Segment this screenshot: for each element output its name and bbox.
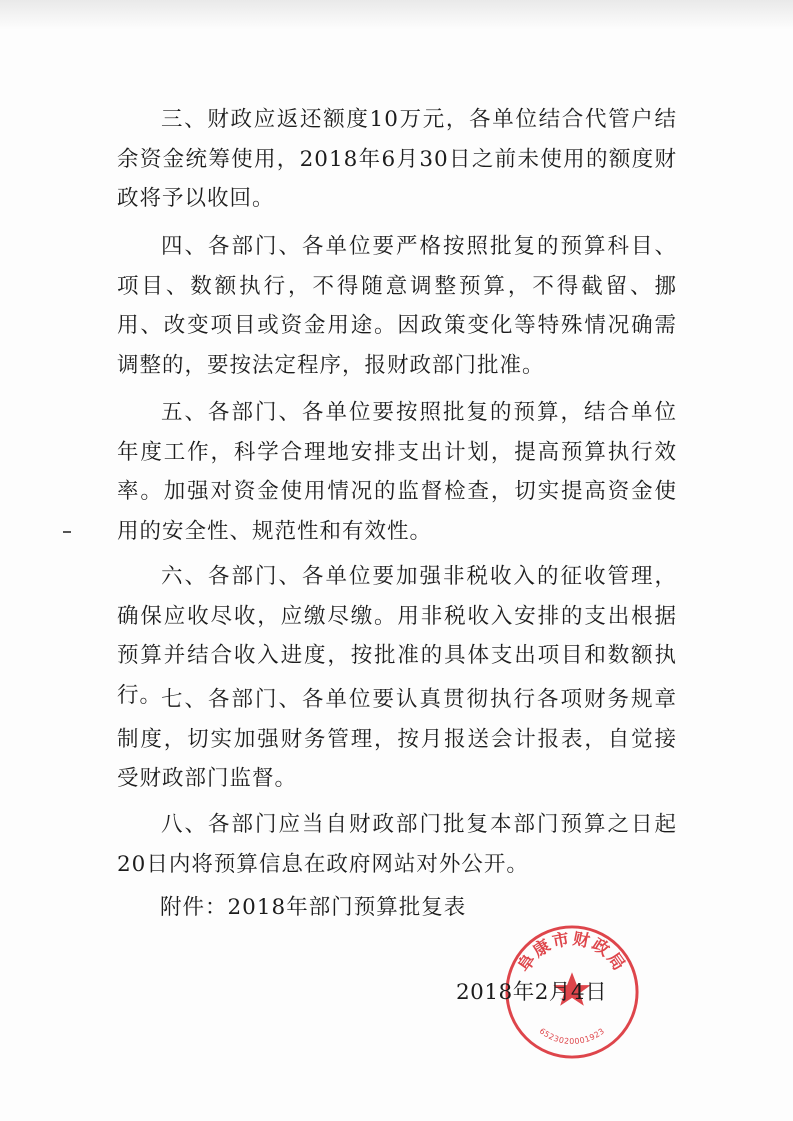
paragraph-3-returned-funds: 三、财政应返还额度10万元，各单位结合代管户结余资金统筹使用，2018年6月30日之前未使用的额度财政将予以收回。 <box>117 107 677 211</box>
paragraph-5-expenditure-plan: 五、各部门、各单位要按照批复的预算，结合单位年度工作，科学合理地安排支出计划，提高预算执行效率。加强对资金使用情况的监督检查，切实提高资金使用的安全性、规范性和有效性。 <box>117 400 677 544</box>
scan-shadow <box>0 0 793 30</box>
document-date: 2018年2月4日 <box>456 980 608 1005</box>
paragraph-8-disclosure: 八、各部门应当自财政部门批复本部门预算之日起20日内将预算信息在政府网站对外公开。 <box>117 812 677 877</box>
attachment-line: 附件：2018年部门预算批复表 <box>160 895 467 920</box>
seal-name-text: 阜康市财政局 <box>513 928 631 976</box>
scan-mark <box>63 531 71 533</box>
seal-number-text: 6523020001923 <box>537 1026 607 1047</box>
paragraph-7-financial-rules: 七、各部门、各单位要认真贯彻执行各项财务规章制度，切实加强财务管理，按月报送会计报表，自觉接受财政部门监督。 <box>117 687 677 791</box>
paragraph-4-budget-execution: 四、各部门、各单位要严格按照批复的预算科目、项目、数额执行，不得随意调整预算，不得截留、挪用、改变项目或资金用途。因政策变化等特殊情况确需调整的，要按法定程序，报财政部门批准。 <box>117 234 677 378</box>
paragraph-6-non-tax-revenue: 六、各部门、各单位要加强非税收入的征收管理，确保应收尽收，应缴尽缴。用非税收入安排的支出根据预算并结合收入进度，按批准的具体支出项目和数额执行。 <box>117 564 677 708</box>
